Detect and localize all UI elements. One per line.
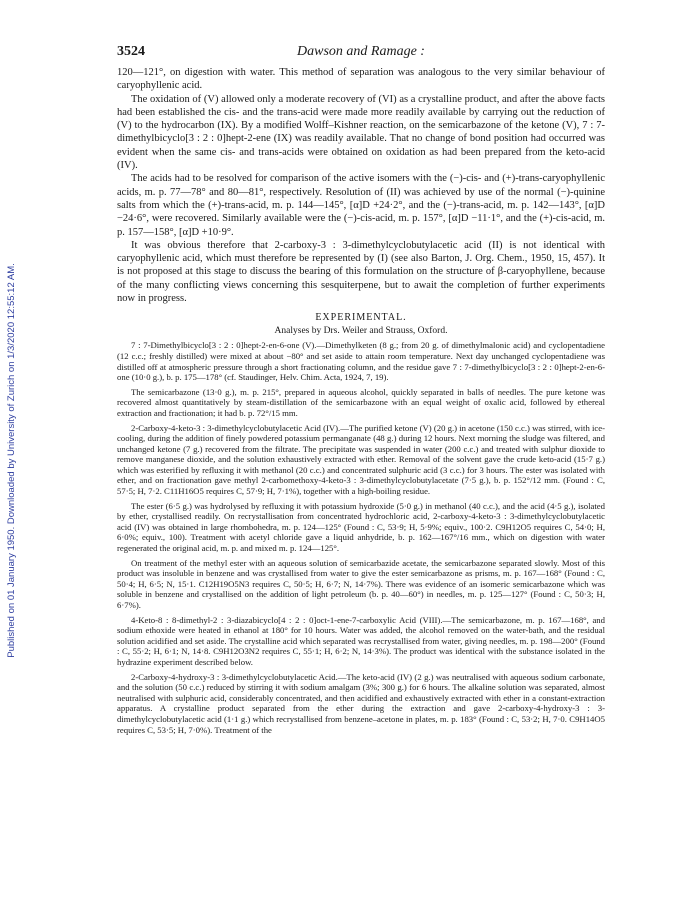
experimental-paragraph-6: 4-Keto-8 : 8-dimethyl-2 : 3-diazabicyclo[4 : 2 : 0]oct-1-ene-7-carboxylic Acid (VIII).—The semicarbazone, m. p. 167—168°, and sodium ethoxide were heated in ethanol at 180° for 10 hours. Water was added, the alcohol removed on the water-bath, and the residual solution acidified and set aside. The crystalline acid which separated was recrystallised from water, giving needles, m. p. 198—200° (Found : C, 55·2; H, 6·1; N, 14·8. C9H12O3N2 requires C, 55·1; H, 6·2; N, 14·3%). The product was identical with the substance isolated in the hydrazine experiment described below. xyxy=(117,614,605,667)
experimental-paragraph-7: 2-Carboxy-4-hydroxy-3 : 3-dimethylcyclobutylacetic Acid.—The keto-acid (IV) (2 g.) was neutralised with aqueous sodium carbonate, and the solution (50 c.c.) reduced by stirring it with sodium amalgam (3%; 300 g.) for 6 hours. The alkaline solution was separated, almost neutralised with sulphuric acid, considerably concentrated, and then acidified and exhaustively extracted with ether in a constant-extraction apparatus. A crystalline product separated from the ether during the extraction and gave 2-carboxy-4-hydroxy-3 : 3-dimethylcyclobutylacetic acid (1·1 g.) which recrystallised from benzene–acetone in plates, m. p. 183° (Found : C, 53·2; H, 7·0. C9H14O5 requires C, 53·5; H, 7·0%). Treatment of the xyxy=(117,671,605,735)
page-number: 3524 xyxy=(117,44,145,59)
body-paragraph-1: 120—121°, on digestion with water. This method of separation was analogous to the very similar behaviour of caryophyllenic acid. xyxy=(117,67,605,92)
body-paragraph-4: It was obvious therefore that 2-carboxy-3 : 3-dimethylcyclobutylacetic acid (II) is not identical with caryophyllenic acid, which must therefore be represented by (I) (see also Barton, J. Org. Chem., 1950, 15, 457). It is not proposed at this stage to discuss the bearing of this formulation on the structure of β-caryophyllene, because of the many conflicting views concerning this sesquiterpene, but to await the completion of further experiments now in progress. xyxy=(117,239,605,305)
experimental-paragraph-1: 7 : 7-Dimethylbicyclo[3 : 2 : 0]hept-2-en-6-one (V).—Dimethylketen (8 g.; from 20 g. of dimethylmalonic acid) and cyclopentadiene (12 c.c.; freshly distilled) were mixed at about −80° and set aside to attain room temperature. Next day unchanged cyclopentadiene was distilled off at atmospheric pressure through a short fractionating column, and the residue gave 7 : 7-dimethylbicyclo[3 : 2 : 0]hept-2-en-6-one (10·0 g.), b. p. 175—178° (cf. Staudinger, Helv. Chim. Acta, 1924, 7, 19). xyxy=(117,340,605,383)
page-header xyxy=(117,44,605,66)
body-paragraph-3: The acids had to be resolved for comparison of the active isomers with the (−)-cis- and (+)-trans-caryophyllenic acids, m. p. 77—78° and 80—81°, respectively. Resolution of (II) was achieved by use of the normal (−)-quinine salts from which the (+)-trans-acid, m. p. 144—145°, [α]D +24·2°, and the (−)-trans-acid, m. p. 142—143°, [α]D −24·6°, were recovered. Similarly available were the (−)-cis-acid, m. p. 157°, [α]D −11·1°, and the (+)-cis-acid, m. p. 157—158°, [α]D +10·9°. xyxy=(117,173,605,238)
running-head: Dawson and Ramage : xyxy=(297,44,425,59)
journal-page xyxy=(117,44,605,735)
analyses-credit: Analyses by Drs. Weiler and Strauss, Oxford. xyxy=(274,326,448,337)
experimental-paragraph-4: The ester (6·5 g.) was hydrolysed by refluxing it with potassium hydroxide (5·0 g.) in methanol (40 c.c.), and the acid (4·5 g.), isolated by ether, crystallised readily. On recrystallisation from concentrated hydrochloric acid, 2-carboxy-4-keto-3 : 3-dimethylcyclobutylacetic acid (IV) was obtained in large rhombohedra, m. p. 124—125° (Found : C, 53·9; H, 5·9%; equiv., 100·2. C9H12O5 requires C, 54·0; H, 6·0%; equiv., 100). Treatment with acetyl chloride gave a liquid anhydride, b. p. 162—167°/16 mm., which on digestion with water regenerated the original acid, m. p. and mixed m. p. 124—125°. xyxy=(117,500,605,554)
download-note-text: Published on 01 January 1950. Downloaded by University of Zurich on 1/3/2020 12:55:12 AM. xyxy=(5,262,17,658)
experimental-paragraph-2: The semicarbazone (13·0 g.), m. p. 215°, prepared in aqueous alcohol, quickly separated in balls of needles. The pure ketone was recovered almost quantitatively by steam-distillation of the semicarbazone with an equal weight of oxalic acid, followed by ethereal extraction and fractionation; it had b. p. 72°/15 mm. xyxy=(117,386,605,418)
experimental-paragraph-3: 2-Carboxy-4-keto-3 : 3-dimethylcyclobutylacetic Acid (IV).—The purified ketone (V) (20 g.) in acetone (150 c.c.) was stirred, with ice-cooling, during the addition of finely powdered potassium permanganate (48 g.) during 12 hours. Next morning the sludge was filtered, and unchanged ketone (7 g.) recovered from the filtrate. The precipitate was suspended in water (200 c.c.) and treated with sulphur dioxide to remove manganese dioxide, and the solution exhaustively extracted with ether. Removal of the solvent gave the crude keto-acid (15·7 g.) which was esterified by refluxing it with methanol (20 c.c.) and concentrated sulphuric acid (3 c.c.) for 3 hours. The ester was isolated with ether, and on fractionation gave methyl 2-carbomethoxy-4-keto-3 : 3-dimethylcyclobutylacetate (7·5 g.), b. p. 152°/12 mm. (Found : C, 57·5; H, 7·2. C11H16O5 requires C, 57·9; H, 7·1%), together with a high-boiling residue. xyxy=(117,422,605,497)
section-heading-experimental: EXPERIMENTAL. xyxy=(315,312,407,324)
body-paragraph-2: The oxidation of (V) allowed only a moderate recovery of (VI) as a crystalline product, and after the above facts had been established the cis- and the trans-acid were made more readily available by carrying out the reduction of (V) to the hydrocarbon (IX). By a modified Wolff–Kishner reaction, on the semicarbazone of the ketone (V), 7 : 7-dimethylbicyclo[3 : 2 : 0]hept-2-ene (IX) was readily available. That no change of bond position had occurred was evident when the same cis- and trans-acids were obtained on oxidation as had been prepared from the keto-acid (IV). xyxy=(117,93,605,172)
download-note xyxy=(4,160,18,760)
experimental-paragraph-5: On treatment of the methyl ester with an aqueous solution of semicarbazide acetate, the semicarbazone separated slowly. Most of this product was insoluble in benzene and was crystallised from water to give the ester semicarbazone as prisms, m. p. 167—168° (Found : C, 50·4; H, 6·5; N, 15·1. C12H19O5N3 requires C, 50·5; H, 6·7; N, 14·7%). There was evidence of an isomeric semicarbazone which was soluble in benzene and crystallised on the addition of light petroleum (b. p. 40—60°) in needles, m. p. 125—127° (Found : C, 50·3; H, 6·7%). xyxy=(117,557,605,610)
